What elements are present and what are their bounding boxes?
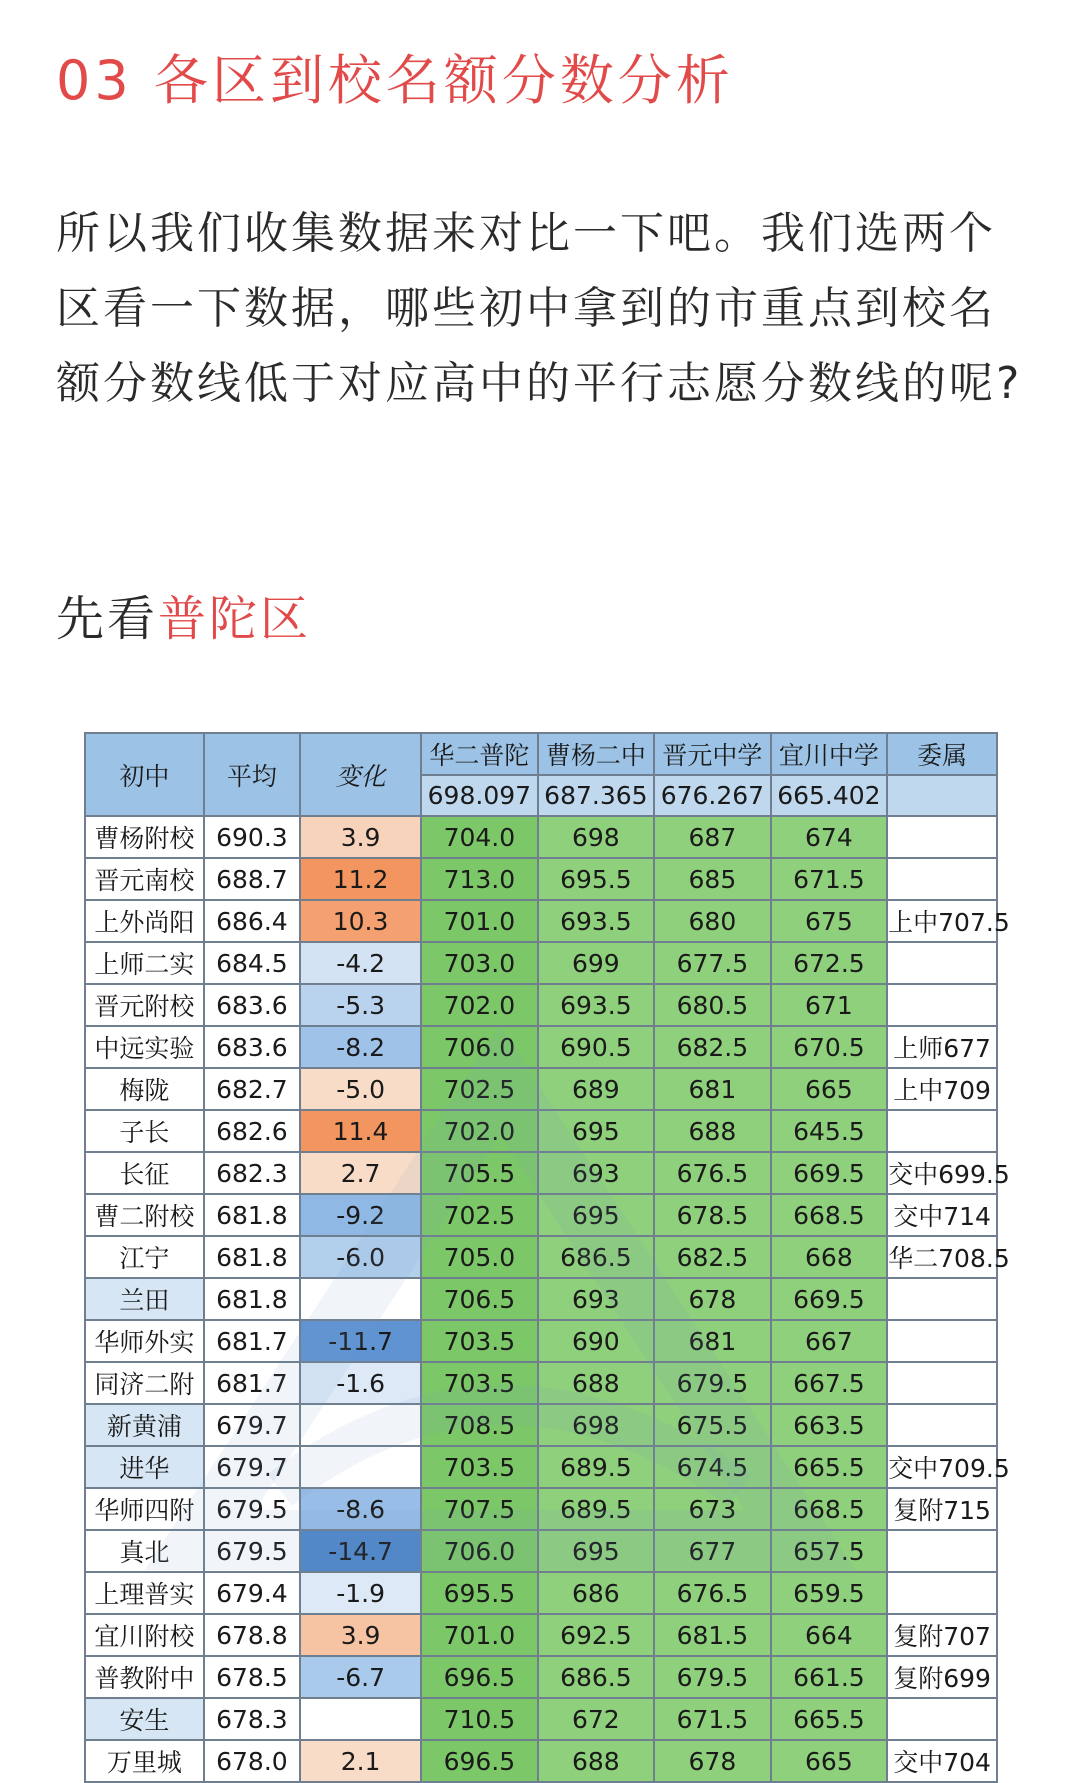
table-row [85,816,997,858]
cell-change: -14.7 [300,1530,421,1572]
cell-h2: 693.5 [538,900,655,942]
cell-avg: 681.8 [204,1194,300,1236]
cell-change: -8.6 [300,1488,421,1530]
cell-school: 新黄浦 [85,1404,204,1446]
header-change: 变化 [300,733,421,816]
cell-avg: 683.6 [204,1026,300,1068]
cell-school: 晋元附校 [85,984,204,1026]
table-row [85,1110,997,1152]
cell-school: 上师二实 [85,942,204,984]
cell-other: 上师677 [887,1026,997,1068]
cell-h1: 713.0 [421,858,538,900]
cell-h4: 675 [771,900,888,942]
cell-school: 上外尚阳 [85,900,204,942]
cell-change: 2.7 [300,1152,421,1194]
cell-h2: 690.5 [538,1026,655,1068]
table-row [85,1614,997,1656]
cell-avg: 678.5 [204,1656,300,1698]
header-avg: 平均 [204,733,300,816]
cell-h2: 688 [538,1362,655,1404]
cell-h4: 668.5 [771,1194,888,1236]
cell-change: -6.0 [300,1236,421,1278]
cell-h3: 681 [654,1320,771,1362]
cell-h3: 676.5 [654,1572,771,1614]
cell-h3: 677 [654,1530,771,1572]
cell-h2: 690 [538,1320,655,1362]
table-row [85,1194,997,1236]
cell-h3: 671.5 [654,1698,771,1740]
table-row [85,1572,997,1614]
baseline-other [887,775,997,816]
cell-h4: 665 [771,1068,888,1110]
header-row [85,733,997,775]
cell-h4: 667.5 [771,1362,888,1404]
cell-school: 长征 [85,1152,204,1194]
cell-other: 交中709.5 [887,1446,997,1488]
cell-other [887,1278,997,1320]
cell-h4: 661.5 [771,1656,888,1698]
table-row [85,1362,997,1404]
cell-avg: 688.7 [204,858,300,900]
cell-change: -9.2 [300,1194,421,1236]
cell-h3: 682.5 [654,1026,771,1068]
cell-h4: 665.5 [771,1446,888,1488]
cell-h3: 676.5 [654,1152,771,1194]
cell-h4: 669.5 [771,1152,888,1194]
cell-h3: 681 [654,1068,771,1110]
cell-school: 宜川附校 [85,1614,204,1656]
cell-h1: 704.0 [421,816,538,858]
cell-h4: 671.5 [771,858,888,900]
cell-school: 晋元南校 [85,858,204,900]
cell-avg: 681.8 [204,1278,300,1320]
cell-school: 中远实验 [85,1026,204,1068]
cell-h4: 672.5 [771,942,888,984]
cell-change [300,1446,421,1488]
table-row [85,900,997,942]
score-table [84,732,1010,1783]
cell-other [887,1362,997,1404]
cell-h1: 708.5 [421,1404,538,1446]
cell-school: 曹二附校 [85,1194,204,1236]
cell-avg: 686.4 [204,900,300,942]
cell-h1: 703.5 [421,1362,538,1404]
cell-h1: 707.5 [421,1488,538,1530]
cell-avg: 681.7 [204,1320,300,1362]
cell-h2: 698 [538,816,655,858]
cell-h1: 696.5 [421,1656,538,1698]
cell-h2: 689 [538,1068,655,1110]
table-row [85,1152,997,1194]
table-body [85,816,1010,1782]
cell-h2: 698 [538,1404,655,1446]
cell-h2: 695 [538,1530,655,1572]
cell-school: 梅陇 [85,1068,204,1110]
cell-change: -1.6 [300,1362,421,1404]
cell-other [887,1572,997,1614]
cell-h1: 696.5 [421,1740,538,1782]
cell-h3: 688 [654,1110,771,1152]
cell-change: 3.9 [300,816,421,858]
cell-h4: 668.5 [771,1488,888,1530]
intro-paragraph: 所以我们收集数据来对比一下吧。我们选两个区看一下数据，哪些初中拿到的市重点到校名额分数线低于对应高中的平行志愿分数线的呢? [56,208,1023,409]
table-row [85,1530,997,1572]
cell-h1: 701.0 [421,900,538,942]
table-row [85,1320,997,1362]
cell-avg: 681.7 [204,1362,300,1404]
cell-avg: 684.5 [204,942,300,984]
cell-h1: 695.5 [421,1572,538,1614]
cell-h2: 699 [538,942,655,984]
cell-h3: 678 [654,1740,771,1782]
cell-h4: 665 [771,1740,888,1782]
table-row [85,1740,997,1782]
score-table-container [84,732,1010,1777]
cell-change: -1.9 [300,1572,421,1614]
cell-avg: 679.5 [204,1488,300,1530]
cell-other: 复附699 [887,1656,997,1698]
cell-change: -8.2 [300,1026,421,1068]
cell-h2: 693 [538,1278,655,1320]
cell-change: -11.7 [300,1320,421,1362]
cell-h4: 664 [771,1614,888,1656]
cell-other [887,1698,997,1740]
cell-h3: 679.5 [654,1362,771,1404]
cell-h4: 674 [771,816,888,858]
cell-h3: 677.5 [654,942,771,984]
cell-other: 复附715 [887,1488,997,1530]
cell-avg: 690.3 [204,816,300,858]
cell-h1: 710.5 [421,1698,538,1740]
cell-school: 华师外实 [85,1320,204,1362]
cell-other: 交中704 [887,1740,997,1782]
baseline-h1: 698.097 [421,775,538,816]
table-row [85,858,997,900]
cell-h4: 665.5 [771,1698,888,1740]
cell-h1: 705.5 [421,1152,538,1194]
cell-other [887,1110,997,1152]
baseline-h2: 687.365 [538,775,655,816]
cell-avg: 682.7 [204,1068,300,1110]
cell-avg: 682.3 [204,1152,300,1194]
cell-change: -4.2 [300,942,421,984]
cell-other: 复附707 [887,1614,997,1656]
cell-school: 普教附中 [85,1656,204,1698]
cell-h4: 671 [771,984,888,1026]
cell-h2: 689.5 [538,1446,655,1488]
cell-avg: 678.0 [204,1740,300,1782]
cell-change [300,1278,421,1320]
cell-h1: 702.0 [421,984,538,1026]
cell-other [887,1530,997,1572]
cell-avg: 683.6 [204,984,300,1026]
cell-school: 子长 [85,1110,204,1152]
cell-avg: 679.7 [204,1404,300,1446]
cell-other: 华二708.5 [887,1236,997,1278]
table-row [85,1446,997,1488]
cell-other: 上中707.5 [887,900,997,942]
cell-avg: 682.6 [204,1110,300,1152]
cell-change: 2.1 [300,1740,421,1782]
cell-school: 万里城 [85,1740,204,1782]
cell-other: 交中699.5 [887,1152,997,1194]
cell-other [887,1404,997,1446]
cell-change [300,1698,421,1740]
cell-h3: 675.5 [654,1404,771,1446]
cell-other [887,858,997,900]
cell-other [887,942,997,984]
cell-avg: 679.4 [204,1572,300,1614]
cell-h2: 692.5 [538,1614,655,1656]
cell-change [300,1404,421,1446]
cell-h3: 681.5 [654,1614,771,1656]
baseline-h4: 665.402 [771,775,888,816]
cell-h2: 686.5 [538,1236,655,1278]
cell-h2: 686.5 [538,1656,655,1698]
cell-other [887,816,997,858]
cell-avg: 678.8 [204,1614,300,1656]
table-row [85,1026,997,1068]
table-row [85,1068,997,1110]
cell-h3: 682.5 [654,1236,771,1278]
district-heading [56,580,311,649]
cell-h3: 678.5 [654,1194,771,1236]
cell-h4: 663.5 [771,1404,888,1446]
cell-change: -5.0 [300,1068,421,1110]
cell-h4: 670.5 [771,1026,888,1068]
table-row [85,1278,997,1320]
cell-change: -5.3 [300,984,421,1026]
cell-other: 上中709 [887,1068,997,1110]
table-row [85,1656,997,1698]
cell-h1: 702.5 [421,1068,538,1110]
cell-h2: 686 [538,1572,655,1614]
cell-change: 11.2 [300,858,421,900]
cell-h2: 688 [538,1740,655,1782]
cell-other [887,984,997,1026]
cell-h2: 693 [538,1152,655,1194]
cell-h2: 672 [538,1698,655,1740]
table-row [85,942,997,984]
district-name: 普陀区 [158,591,312,647]
cell-school: 兰田 [85,1278,204,1320]
cell-h2: 693.5 [538,984,655,1026]
cell-h2: 689.5 [538,1488,655,1530]
cell-avg: 679.7 [204,1446,300,1488]
cell-school: 进华 [85,1446,204,1488]
cell-h1: 703.5 [421,1446,538,1488]
cell-change: 10.3 [300,900,421,942]
table-row [85,1698,997,1740]
cell-h1: 703.0 [421,942,538,984]
cell-avg: 681.8 [204,1236,300,1278]
cell-h1: 705.0 [421,1236,538,1278]
cell-h4: 657.5 [771,1530,888,1572]
cell-h3: 678 [654,1278,771,1320]
cell-h3: 685 [654,858,771,900]
cell-h4: 667 [771,1320,888,1362]
cell-avg: 678.3 [204,1698,300,1740]
district-prefix: 先看 [56,591,159,647]
cell-h4: 668 [771,1236,888,1278]
cell-school: 安生 [85,1698,204,1740]
cell-h4: 669.5 [771,1278,888,1320]
cell-h4: 645.5 [771,1110,888,1152]
cell-h4: 659.5 [771,1572,888,1614]
header-h4: 宜川中学 [771,733,888,775]
cell-school: 上理普实 [85,1572,204,1614]
cell-h3: 674.5 [654,1446,771,1488]
cell-school: 同济二附 [85,1362,204,1404]
table-row [85,984,997,1026]
table-row [85,1236,997,1278]
cell-h3: 680 [654,900,771,942]
header-h1: 华二普陀 [421,733,538,775]
cell-avg: 679.5 [204,1530,300,1572]
cell-h3: 687 [654,816,771,858]
cell-h1: 706.0 [421,1530,538,1572]
cell-other [887,1320,997,1362]
header-school: 初中 [85,733,204,816]
cell-h1: 701.0 [421,1614,538,1656]
header-h2: 曹杨二中 [538,733,655,775]
section-title: 03 各区到校名额分数分析 [56,49,734,112]
cell-school: 真北 [85,1530,204,1572]
cell-change: 3.9 [300,1614,421,1656]
cell-h1: 706.0 [421,1026,538,1068]
header-h3: 晋元中学 [654,733,771,775]
cell-h2: 695 [538,1194,655,1236]
cell-h2: 695.5 [538,858,655,900]
header-other: 委属 [887,733,997,775]
cell-h1: 702.0 [421,1110,538,1152]
cell-h3: 680.5 [654,984,771,1026]
cell-school: 江宁 [85,1236,204,1278]
cell-school: 曹杨附校 [85,816,204,858]
table-row [85,1488,997,1530]
cell-h3: 679.5 [654,1656,771,1698]
cell-h3: 673 [654,1488,771,1530]
baseline-h3: 676.267 [654,775,771,816]
cell-h1: 706.5 [421,1278,538,1320]
cell-change: -6.7 [300,1656,421,1698]
cell-h1: 703.5 [421,1320,538,1362]
table-row [85,1404,997,1446]
cell-h1: 702.5 [421,1194,538,1236]
cell-other: 交中714 [887,1194,997,1236]
cell-change: 11.4 [300,1110,421,1152]
cell-h2: 695 [538,1110,655,1152]
cell-school: 华师四附 [85,1488,204,1530]
